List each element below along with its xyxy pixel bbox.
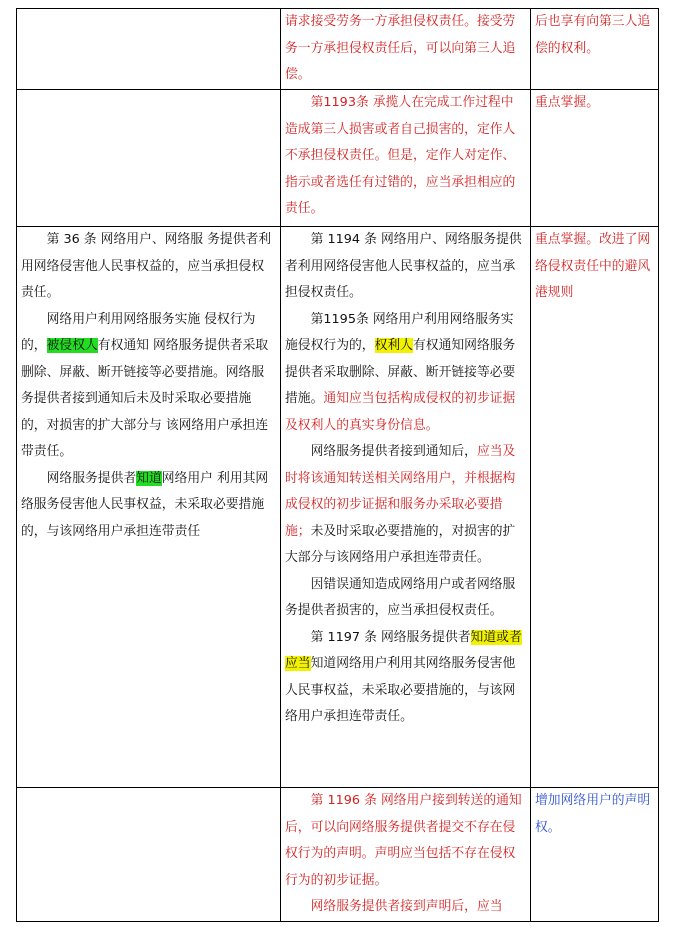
article-1196: 第 1196 条 网络用户接到转送的通知后，可以向网络服务提供者提交不存在侵权行为的声明。声明应当包括不存在侵权行为的初步证据。 — [285, 793, 522, 888]
article-1195 — [285, 307, 526, 440]
old-law-cell — [17, 227, 281, 788]
article-1195-para-2 — [285, 439, 526, 572]
text-span: 第 1197 条 网络服务提供者 — [310, 629, 471, 645]
highlight-yellow: 知道或者应当 — [285, 629, 522, 671]
text-span: 第1195条 网络用户利用网络服务实施侵权行为的， — [285, 311, 514, 353]
note-cell: 增加网络用户的声明权。 — [531, 788, 659, 922]
text-span: 网络用户利用网络服务实施 侵权行为的， — [21, 311, 256, 353]
table-row — [17, 227, 659, 788]
text-span: 未及时采取必要措施的，对损害的扩大部分与该网络用户承担连带责任。 — [285, 523, 516, 565]
article-1195-para-3: 因错误通知造成网络用户或者网络服务提供者损害的，应当承担侵权责任。 — [285, 576, 516, 618]
text-span: 网络服务提供者 — [46, 470, 137, 486]
article-1193: 第1193条 承揽人在完成工作过程中造成第三人损害或者自己损害的，定作人不承担侵权责任。但是，定作人对定作、指示或者选任有过错的，应当承担相应的责任。 — [285, 95, 516, 216]
article-36-para-2 — [21, 307, 276, 466]
law-comparison-table — [16, 8, 659, 922]
table-row — [17, 9, 659, 90]
article-1197 — [285, 625, 526, 731]
text-span: 网络用户 利用其网络服务侵害他人民事权益，未采取必要措施的，与该网络用户承担连带责任 — [21, 470, 269, 539]
text-span: 知道网络用户利用其网络服务侵害他人民事权益，未采取必要措施的，与该网络用户承担连带责任。 — [285, 656, 516, 724]
text-span: 有权通知网络服务提供者采取删除、屏蔽、断开链接等必要措施。 — [285, 338, 516, 406]
text-span: 有权通知 网络服务提供者采取删除、屏蔽、断开链接等必要措施。网络服务提供者接到通知后未及时采取必要措施的，对损害的扩大部分与 该网络用户承担连带责任。 — [21, 338, 269, 459]
note-cell: 后也享有向第三人追偿的权利。 — [531, 9, 659, 90]
new-law-cell — [281, 788, 531, 922]
article-1194: 第 1194 条 网络用户、网络服务提供者利用网络侵害他人民事权益的，应当承担侵权责任。 — [285, 232, 522, 300]
highlight-green: 被侵权人 — [46, 338, 98, 353]
new-law-cell — [281, 227, 531, 788]
highlight-yellow: 权利人 — [374, 338, 413, 353]
note-cell: 重点掌握。 — [531, 90, 659, 227]
new-law-cell — [281, 9, 531, 90]
article-1196-para-2: 网络服务提供者接到声明后，应当 — [310, 899, 503, 914]
table-row — [17, 90, 659, 227]
text-span-red: 通知应当包括构成侵权的初步证据及权利人的真实身份信息。 — [285, 391, 516, 433]
old-law-cell — [17, 90, 281, 227]
highlight-green: 知道 — [136, 470, 162, 486]
table-row — [17, 788, 659, 922]
article-36-para-1: 第 36 条 网络用户、网络服 务提供者利用网络侵害他人民事权益的，应当承担侵权责任。 — [21, 232, 272, 300]
old-law-cell — [17, 9, 281, 90]
new-law-cell — [281, 90, 531, 227]
article-36-para-3 — [21, 466, 276, 546]
text-span: 网络服务提供者接到通知后， — [310, 444, 477, 459]
old-law-cell — [17, 788, 281, 922]
note-cell: 重点掌握。改进了网络侵权责任中的避风港规则 — [531, 227, 659, 788]
new-law-text: 请求接受劳务一方承担侵权责任。接受劳务一方承担侵权责任后，可以向第三人追偿。 — [285, 14, 516, 82]
text-span-red: 应当及时将该通知转送相关网络用户，并根据构成侵权的初步证据和服务办采取必要措施； — [285, 444, 516, 539]
